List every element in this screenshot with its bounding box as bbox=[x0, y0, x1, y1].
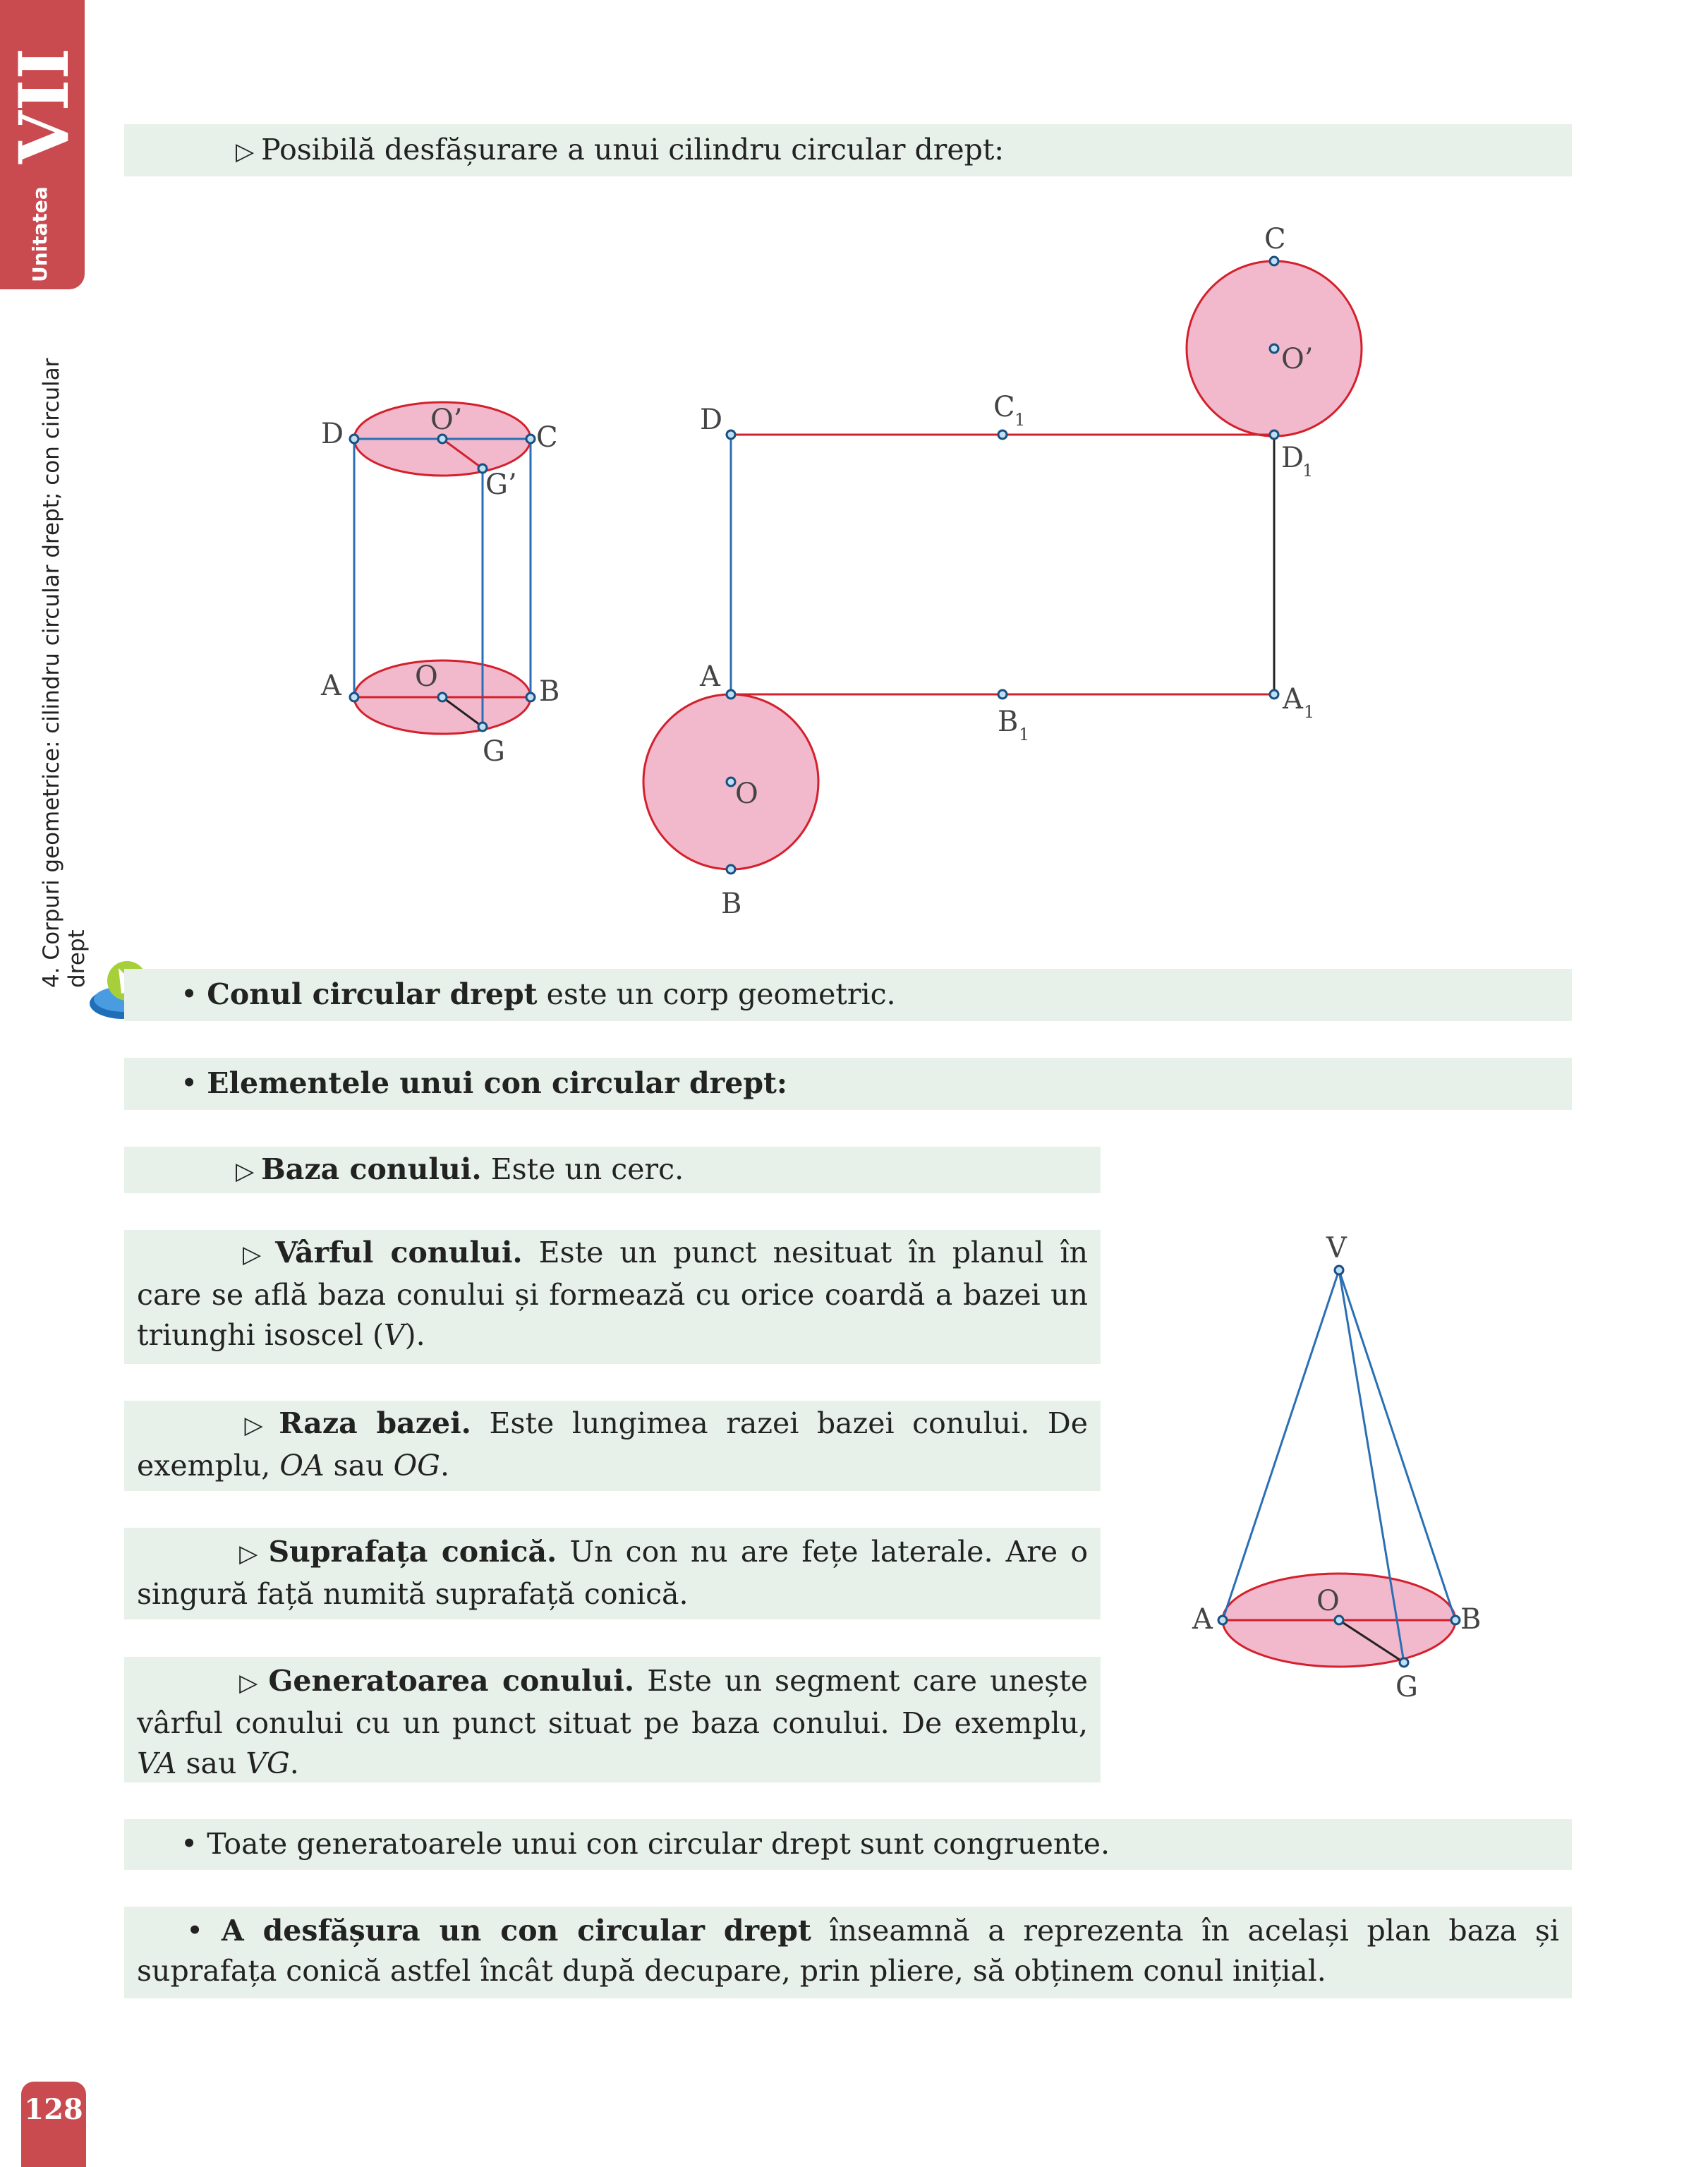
net-label-O2: O’ bbox=[1281, 343, 1314, 375]
cone-label-O: O bbox=[1316, 1585, 1340, 1617]
cyl-label-A: A bbox=[321, 670, 341, 702]
cyl-label-C: C bbox=[536, 421, 558, 454]
cyl-label-O: O bbox=[415, 660, 438, 693]
cone-surface-item: ▷ Suprafața conică. Un con nu are fețe laterale. Are o singură față numită suprafață conică. bbox=[124, 1528, 1101, 1619]
net-label-B1: B bbox=[998, 706, 1019, 738]
net-label-O: O bbox=[735, 778, 758, 810]
cone-label-B: B bbox=[1460, 1603, 1482, 1636]
cylinder-net-figure bbox=[635, 212, 1376, 924]
cone-unfold-definition: • A desfășura un con circular drept înseamnă a reprezenta în același plan baza și suprafața conică astfel încât după decupare, prin pliere, să obținem conul inițial. bbox=[124, 1907, 1572, 1998]
unit-number: VII bbox=[4, 47, 84, 164]
cone-label-V: V bbox=[1326, 1232, 1347, 1264]
cone-base-item: ▷ Baza conului. Este un cerc. bbox=[124, 1147, 1101, 1193]
cylinder-figure bbox=[303, 381, 586, 776]
net-label-A: A bbox=[700, 660, 720, 693]
net-label-A1-sub: 1 bbox=[1304, 702, 1315, 722]
net-label-C1-sub: 1 bbox=[1014, 410, 1026, 430]
cone-radius-item: ▷ Raza bazei. Este lungimea razei bazei conului. De exemplu, OA sau OG. bbox=[124, 1401, 1101, 1491]
net-label-B1-sub: 1 bbox=[1019, 725, 1030, 744]
cone-elements-title: • Elementele unui con circular drept: bbox=[124, 1058, 1572, 1110]
cylinder-unfold-heading: ▷ Posibilă desfășurare a unui cilindru circular drept: bbox=[124, 124, 1572, 176]
net-label-D1-sub: 1 bbox=[1302, 461, 1314, 481]
cone-figure bbox=[1185, 1221, 1510, 1715]
chapter-title: 4. Corpuri geometrice: cilindru circular drept; con circular drept bbox=[39, 358, 90, 988]
net-label-B: B bbox=[721, 888, 742, 920]
unit-tab bbox=[0, 0, 85, 289]
cone-label-A: A bbox=[1192, 1603, 1213, 1636]
net-label-C: C bbox=[1264, 223, 1286, 255]
cone-generator-item: ▷ Generatoarea conului. Este un segment care unește vârful conului cu un punct situat pe baza conului. De exemplu, VA sau VG. bbox=[124, 1657, 1101, 1782]
net-label-D: D bbox=[700, 404, 723, 436]
page-number: 128 bbox=[21, 2082, 86, 2167]
cone-label-G: G bbox=[1395, 1671, 1418, 1703]
net-label-C1: C bbox=[993, 391, 1015, 423]
unit-word: Unitatea bbox=[28, 186, 52, 282]
cone-apex-item: ▷ Vârful conului. Este un punct nesituat în planul în care se află baza conului și formează cu orice coardă a bazei un triunghi isoscel (V). bbox=[124, 1230, 1101, 1364]
cyl-label-G2: G’ bbox=[485, 469, 517, 501]
net-label-A1: A bbox=[1283, 683, 1303, 716]
cyl-label-B: B bbox=[539, 675, 560, 708]
cone-definition: • Conul circular drept este un corp geometric. bbox=[124, 969, 1572, 1021]
cyl-label-D: D bbox=[321, 418, 344, 450]
net-label-D1: D bbox=[1281, 442, 1304, 474]
cyl-label-G: G bbox=[483, 735, 505, 768]
cyl-label-O2: O’ bbox=[430, 404, 463, 436]
generators-congruent: • Toate generatoarele unui con circular drept sunt congruente. bbox=[124, 1819, 1572, 1870]
